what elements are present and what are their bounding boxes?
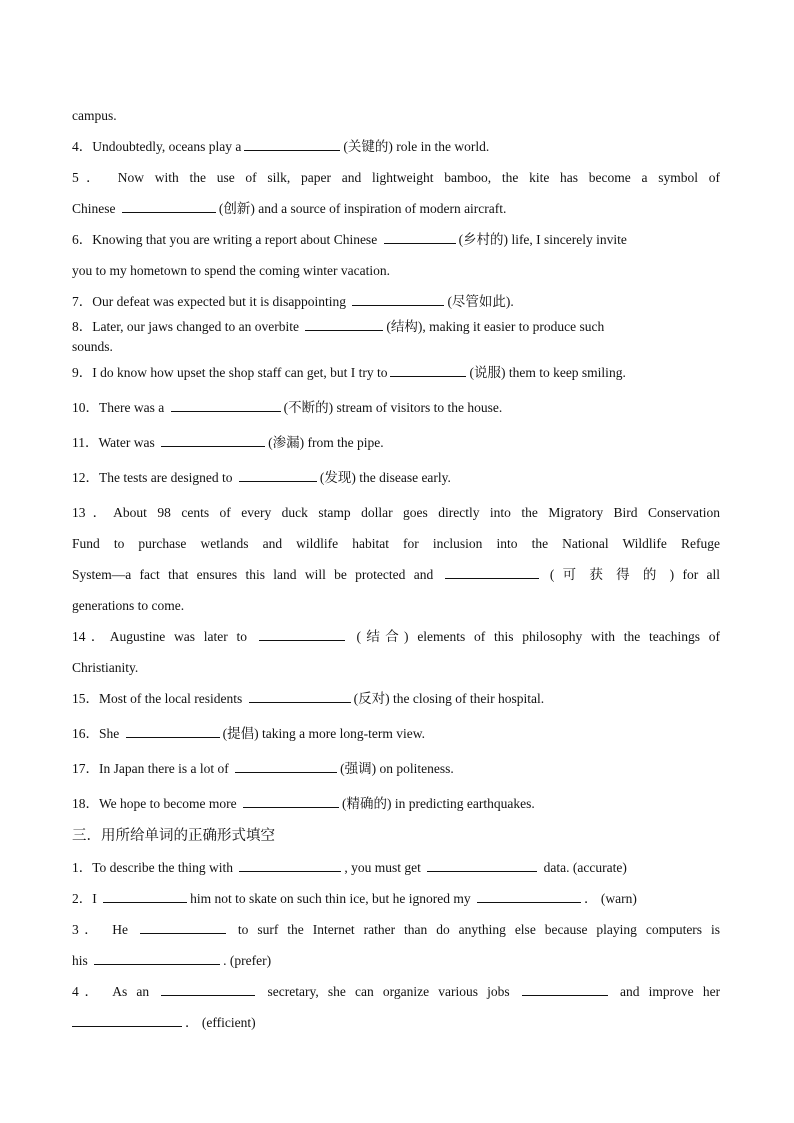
- answer-blank[interactable]: [235, 759, 337, 773]
- question-text: Chinese: [72, 201, 116, 216]
- question-text: 1．To describe the thing with: [72, 860, 234, 875]
- question-text: 10．There was a: [72, 400, 165, 415]
- chinese-hint: (结合): [356, 629, 409, 644]
- s3-question-1: [72, 852, 720, 883]
- s3-question-4-line-2: [72, 1007, 720, 1038]
- question-text: you to my hometown to spend the coming winter vacation.: [72, 263, 390, 278]
- question-text: 4． As an: [72, 984, 150, 999]
- question-5-line-1: [72, 162, 720, 193]
- chinese-hint: (发现): [319, 470, 356, 485]
- question-text: 17．In Japan there is a lot of: [72, 761, 229, 776]
- question-text: 14．Augustine was later to: [72, 629, 247, 644]
- question-text: 8．Later, our jaws changed to an overbite: [72, 319, 300, 334]
- answer-blank[interactable]: [94, 951, 220, 965]
- question-8-line-1: [72, 317, 720, 337]
- question-text: . (prefer): [223, 953, 272, 968]
- question-18: [72, 788, 720, 819]
- question-text: stream of visitors to the house.: [336, 400, 503, 415]
- question-text: 13．About 98 cents of every duck stamp dollar goes directly into the Migratory Bird Conservation: [72, 505, 720, 520]
- question-text: sounds.: [72, 339, 113, 354]
- question-text: campus.: [72, 108, 117, 123]
- question-text: on politeness.: [379, 761, 454, 776]
- question-text: elements of this philosophy with the teachings of: [417, 629, 720, 644]
- question-17: [72, 753, 720, 784]
- answer-blank[interactable]: [239, 858, 341, 872]
- question-text: 9．I do know how upset the shop staff can get, but I try to: [72, 365, 388, 380]
- s3-question-4-line-1: [72, 976, 720, 1007]
- question-text: for all: [682, 567, 720, 582]
- question-text: to surf the Internet rather than do anything else because playing computers is: [237, 922, 720, 937]
- question-text: , you must get: [344, 860, 421, 875]
- chinese-hint: (不断的): [283, 400, 334, 415]
- question-text: 6．Knowing that you are writing a report about Chinese: [72, 232, 378, 247]
- answer-blank[interactable]: [161, 433, 265, 447]
- question-text: the closing of their hospital.: [392, 691, 545, 706]
- worksheet-page: [72, 100, 720, 1038]
- chinese-hint: (乡村的): [458, 232, 509, 247]
- question-13-line-4: [72, 590, 720, 621]
- question-text: the disease early.: [359, 470, 451, 485]
- question-10: [72, 392, 720, 423]
- question-text: 15．Most of the local residents: [72, 691, 243, 706]
- answer-blank[interactable]: [522, 982, 608, 996]
- chinese-hint: (反对): [353, 691, 390, 706]
- question-text: in predicting earthquakes.: [394, 796, 535, 811]
- answer-blank[interactable]: [126, 724, 220, 738]
- chinese-hint: ( 可 获 得 的 ): [549, 567, 675, 582]
- question-11: [72, 427, 720, 458]
- question-text: taking a more long-term view.: [262, 726, 425, 741]
- question-text: 12．The tests are designed to: [72, 470, 233, 485]
- answer-blank[interactable]: [243, 794, 339, 808]
- question-9: [72, 357, 720, 388]
- chinese-hint: (尽管如此).: [447, 294, 514, 309]
- question-text: Fund to purchase wetlands and wildlife habitat for inclusion into the National Wildlife Refuge: [72, 536, 720, 551]
- chinese-hint: (创新): [218, 201, 255, 216]
- question-14-line-2: [72, 652, 720, 683]
- question-13-line-1: [72, 497, 720, 528]
- question-7: [72, 286, 720, 317]
- answer-blank[interactable]: [305, 317, 383, 331]
- chinese-hint: (说服): [469, 365, 506, 380]
- question-5-line-2: [72, 193, 720, 224]
- question-text: System—a fact that ensures this land will be protected and: [72, 567, 434, 582]
- question-text: 18．We hope to become more: [72, 796, 237, 811]
- question-text: them to keep smiling.: [508, 365, 626, 380]
- chinese-hint: (关键的): [343, 139, 393, 154]
- answer-blank[interactable]: [122, 199, 216, 213]
- question-13-line-3: [72, 559, 720, 590]
- question-14-line-1: [72, 621, 720, 652]
- question-text: him not to skate on such thin ice, but he ignored my: [190, 891, 471, 906]
- question-13-line-2: [72, 528, 720, 559]
- section-3-heading: 三．用所给单词的正确形式填空: [72, 828, 275, 844]
- s3-question-3-line-2: [72, 945, 720, 976]
- question-3-tail: [72, 100, 720, 131]
- question-text: Christianity.: [72, 660, 139, 675]
- question-text: generations to come.: [72, 598, 185, 613]
- question-text: his: [72, 953, 88, 968]
- question-16: [72, 718, 720, 749]
- question-text: 3． He: [72, 922, 129, 937]
- question-15: [72, 683, 720, 714]
- question-text: 4．Undoubtedly, oceans play a: [72, 139, 242, 154]
- answer-blank[interactable]: [249, 689, 351, 703]
- question-text: ． (efficient): [185, 1015, 256, 1030]
- question-text: data. (accurate): [543, 860, 627, 875]
- question-text: 16．She: [72, 726, 120, 741]
- answer-blank[interactable]: [390, 363, 466, 377]
- question-text: from the pipe.: [307, 435, 384, 450]
- chinese-hint: (精确的): [342, 796, 392, 811]
- question-8-line-2: [72, 337, 720, 357]
- answer-blank[interactable]: [72, 1013, 182, 1027]
- answer-blank[interactable]: [140, 920, 226, 934]
- question-text: 5． Now with the use of silk, paper and lightweight bamboo, the kite has become a symbol of: [72, 170, 720, 185]
- answer-blank[interactable]: [427, 858, 537, 872]
- answer-blank[interactable]: [171, 398, 281, 412]
- question-text: 2．I: [72, 891, 97, 906]
- chinese-hint: (结构),: [386, 319, 426, 334]
- s3-question-2: [72, 883, 720, 914]
- question-text: secretary, she can organize various jobs: [267, 984, 510, 999]
- question-6-line-2: [72, 255, 720, 286]
- question-4: [72, 131, 720, 162]
- answer-blank[interactable]: [244, 137, 340, 151]
- chinese-hint: (渗漏): [268, 435, 305, 450]
- answer-blank[interactable]: [103, 889, 187, 903]
- question-text: making it easier to produce such: [429, 319, 605, 334]
- question-text: and a source of inspiration of modern aircraft.: [258, 201, 507, 216]
- chinese-hint: (强调): [340, 761, 377, 776]
- answer-blank[interactable]: [239, 468, 317, 482]
- question-6-line-1: [72, 224, 720, 255]
- question-text: role in the world.: [396, 139, 490, 154]
- question-text: 11．Water was: [72, 435, 155, 450]
- answer-blank[interactable]: [161, 982, 255, 996]
- question-text: life, I sincerely invite: [511, 232, 627, 247]
- question-12: [72, 462, 720, 493]
- answer-blank[interactable]: [384, 230, 456, 244]
- question-text: 7．Our defeat was expected but it is disappointing: [72, 294, 347, 309]
- s3-question-3-line-1: [72, 914, 720, 945]
- question-text: and improve her: [620, 984, 721, 999]
- answer-blank[interactable]: [259, 627, 345, 641]
- answer-blank[interactable]: [477, 889, 581, 903]
- answer-blank[interactable]: [445, 565, 539, 579]
- answer-blank[interactable]: [352, 292, 444, 306]
- question-text: ． (warn): [583, 891, 637, 906]
- chinese-hint: (提倡): [222, 726, 259, 741]
